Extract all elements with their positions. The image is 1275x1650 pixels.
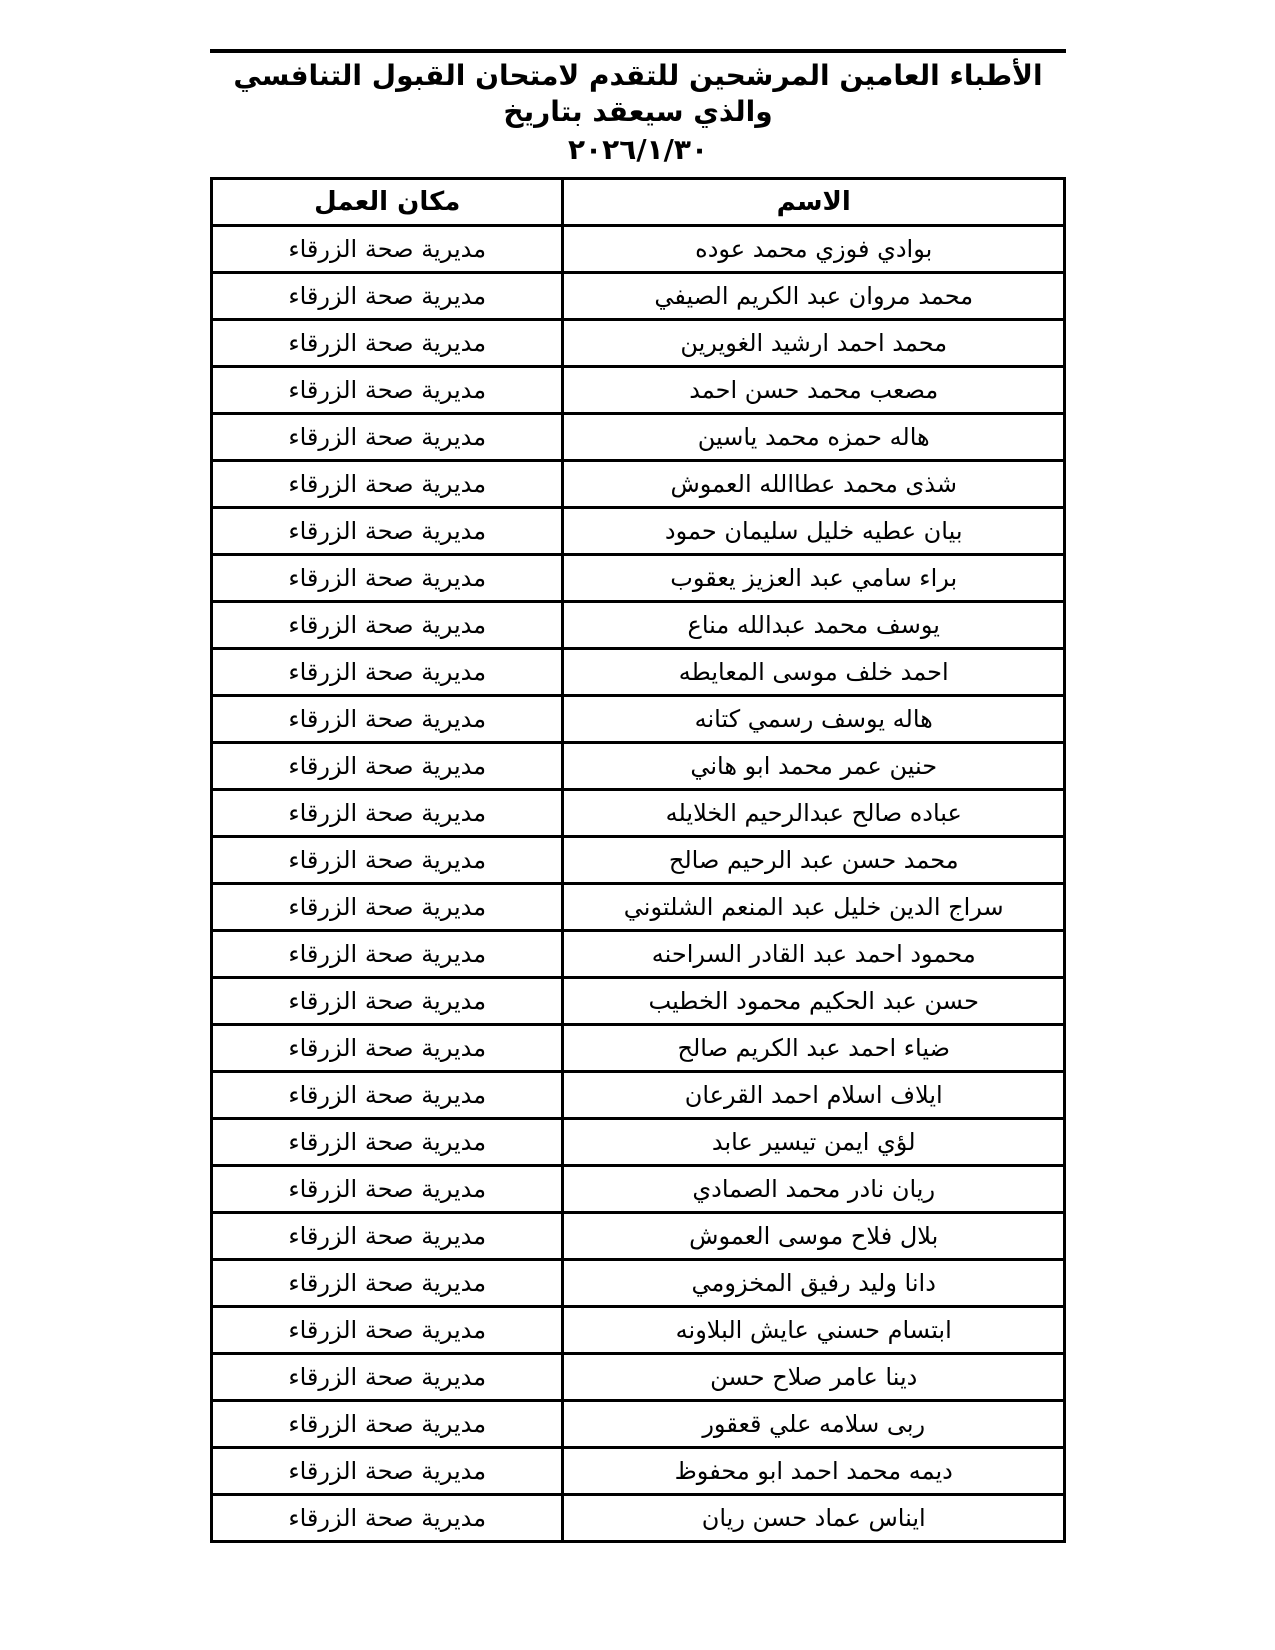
table-row — [212, 1119, 1065, 1166]
table-row — [212, 461, 1065, 508]
table-row — [212, 1448, 1065, 1495]
name-cell: بوادي فوزي محمد عوده — [563, 226, 1065, 273]
name-cell: بلال فلاح موسى العموش — [563, 1213, 1065, 1260]
name-cell: هاله حمزه محمد ياسين — [563, 414, 1065, 461]
workplace-cell: مديرية صحة الزرقاء — [212, 649, 563, 696]
workplace-cell: مديرية صحة الزرقاء — [212, 790, 563, 837]
table-row — [212, 978, 1065, 1025]
name-cell: محمود احمد عبد القادر السراحنه — [563, 931, 1065, 978]
workplace-cell: مديرية صحة الزرقاء — [212, 884, 563, 931]
table-row — [212, 790, 1065, 837]
workplace-cell: مديرية صحة الزرقاء — [212, 1401, 563, 1448]
table-row — [212, 884, 1065, 931]
name-cell: حنين عمر محمد ابو هاني — [563, 743, 1065, 790]
workplace-cell: مديرية صحة الزرقاء — [212, 978, 563, 1025]
table-row — [212, 931, 1065, 978]
workplace-cell: مديرية صحة الزرقاء — [212, 1072, 563, 1119]
table-row — [212, 696, 1065, 743]
exam-date: ٢٠٢٦/١/٣٠ — [567, 132, 709, 166]
table-row — [212, 1213, 1065, 1260]
candidates-table — [210, 177, 1066, 1543]
name-cell: ايناس عماد حسن ريان — [563, 1495, 1065, 1542]
table-row — [212, 837, 1065, 884]
workplace-cell: مديرية صحة الزرقاء — [212, 837, 563, 884]
name-cell: احمد خلف موسى المعايطه — [563, 649, 1065, 696]
document-content — [210, 0, 1066, 1543]
table-row — [212, 367, 1065, 414]
workplace-cell: مديرية صحة الزرقاء — [212, 461, 563, 508]
table-row — [212, 508, 1065, 555]
table-body — [212, 226, 1065, 1542]
name-cell: ايلاف اسلام احمد القرعان — [563, 1072, 1065, 1119]
workplace-cell: مديرية صحة الزرقاء — [212, 320, 563, 367]
name-cell: ديمه محمد احمد ابو محفوظ — [563, 1448, 1065, 1495]
table-row — [212, 320, 1065, 367]
name-cell: سراج الدين خليل عبد المنعم الشلتوني — [563, 884, 1065, 931]
table-row — [212, 414, 1065, 461]
name-cell: هاله يوسف رسمي كتانه — [563, 696, 1065, 743]
workplace-cell: مديرية صحة الزرقاء — [212, 1354, 563, 1401]
page-title: الأطباء العامين المرشحين للتقدم لامتحان القبول التنافسي والذي سيعقد بتاريخ — [233, 59, 1043, 129]
workplace-cell: مديرية صحة الزرقاء — [212, 414, 563, 461]
name-cell: دينا عامر صلاح حسن — [563, 1354, 1065, 1401]
table-row — [212, 555, 1065, 602]
workplace-cell: مديرية صحة الزرقاء — [212, 508, 563, 555]
name-cell: براء سامي عبد العزيز يعقوب — [563, 555, 1065, 602]
name-cell: لؤي ايمن تيسير عابد — [563, 1119, 1065, 1166]
table-row — [212, 1260, 1065, 1307]
workplace-cell: مديرية صحة الزرقاء — [212, 743, 563, 790]
name-cell: شذى محمد عطاالله العموش — [563, 461, 1065, 508]
table-row — [212, 649, 1065, 696]
name-cell: يوسف محمد عبدالله مناع — [563, 602, 1065, 649]
name-cell: ضياء احمد عبد الكريم صالح — [563, 1025, 1065, 1072]
top-rule — [210, 49, 1066, 53]
name-cell: بيان عطيه خليل سليمان حمود — [563, 508, 1065, 555]
name-cell: مصعب محمد حسن احمد — [563, 367, 1065, 414]
workplace-cell: مديرية صحة الزرقاء — [212, 602, 563, 649]
workplace-cell: مديرية صحة الزرقاء — [212, 1307, 563, 1354]
name-cell: دانا وليد رفيق المخزومي — [563, 1260, 1065, 1307]
name-cell: محمد مروان عبد الكريم الصيفي — [563, 273, 1065, 320]
workplace-cell: مديرية صحة الزرقاء — [212, 555, 563, 602]
table-row — [212, 1401, 1065, 1448]
workplace-cell: مديرية صحة الزرقاء — [212, 1213, 563, 1260]
workplace-cell: مديرية صحة الزرقاء — [212, 1260, 563, 1307]
table-row — [212, 1025, 1065, 1072]
workplace-cell: مديرية صحة الزرقاء — [212, 1025, 563, 1072]
workplace-cell: مديرية صحة الزرقاء — [212, 226, 563, 273]
workplace-cell: مديرية صحة الزرقاء — [212, 273, 563, 320]
name-cell: ريان نادر محمد الصمادي — [563, 1166, 1065, 1213]
table-row — [212, 602, 1065, 649]
table-row — [212, 1166, 1065, 1213]
header-row — [212, 179, 1065, 226]
workplace-cell: مديرية صحة الزرقاء — [212, 1166, 563, 1213]
workplace-cell: مديرية صحة الزرقاء — [212, 367, 563, 414]
workplace-cell: مديرية صحة الزرقاء — [212, 1119, 563, 1166]
table-row — [212, 1495, 1065, 1542]
table-row — [212, 273, 1065, 320]
workplace-cell: مديرية صحة الزرقاء — [212, 1448, 563, 1495]
name-cell: ربى سلامه علي قعقور — [563, 1401, 1065, 1448]
workplace-cell: مديرية صحة الزرقاء — [212, 931, 563, 978]
table-row — [212, 743, 1065, 790]
table-row — [212, 1072, 1065, 1119]
table-row — [212, 1307, 1065, 1354]
table-row — [212, 226, 1065, 273]
name-cell: حسن عبد الحكيم محمود الخطيب — [563, 978, 1065, 1025]
workplace-cell: مديرية صحة الزرقاء — [212, 696, 563, 743]
table-row — [212, 1354, 1065, 1401]
name-cell: ابتسام حسني عايش البلاونه — [563, 1307, 1065, 1354]
workplace-cell: مديرية صحة الزرقاء — [212, 1495, 563, 1542]
column-header-name: الاسم — [563, 179, 1065, 226]
column-header-workplace: مكان العمل — [212, 179, 563, 226]
name-cell: محمد حسن عبد الرحيم صالح — [563, 837, 1065, 884]
table-header — [212, 179, 1065, 226]
name-cell: عباده صالح عبدالرحيم الخلايله — [563, 790, 1065, 837]
name-cell: محمد احمد ارشيد الغويرين — [563, 320, 1065, 367]
